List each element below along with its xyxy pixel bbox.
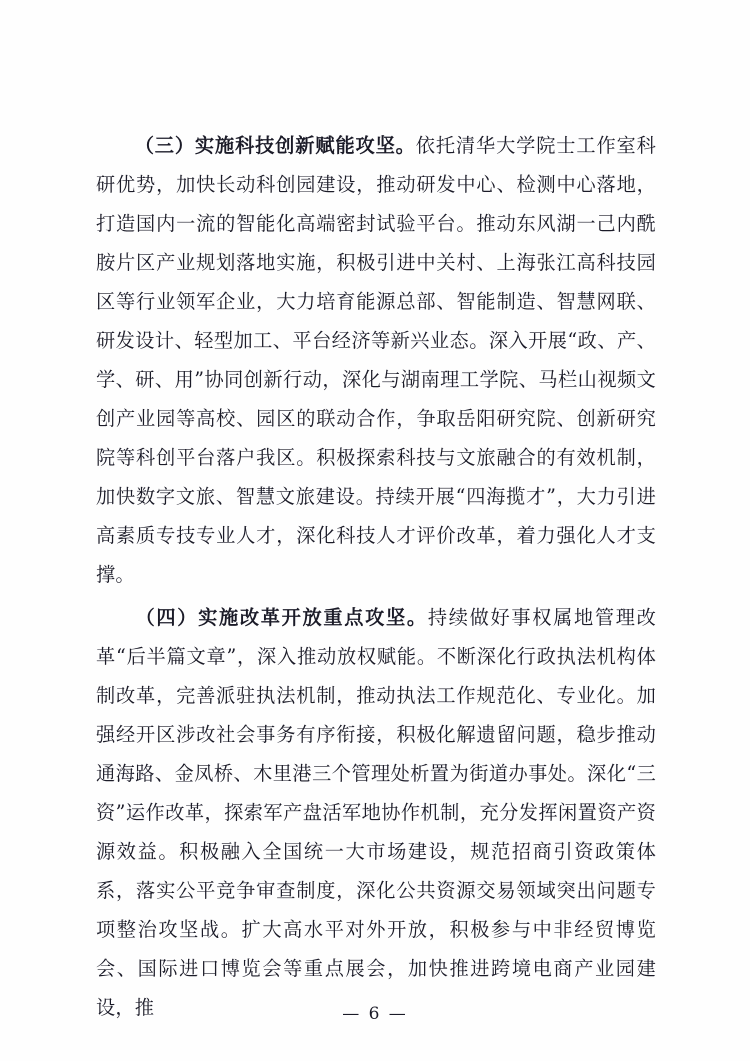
paragraph-3-lead: （三）实施科技创新赋能攻坚。 <box>134 134 416 157</box>
paragraph-3-body: 依托清华大学院士工作室科研优势，加快长动科创园建设，推动研发中心、检测中心落地，打造国内一流的智能化高端密封试验平台。推动东风湖一己内酰胺片区产业规划落地实施，积极引进中关村、上海张江高科技园区等行业领军企业，大力培育能源总部、智能制造、智慧网联、研发设计、轻型加工、平台经济等新兴业态。深入开展“政、产、学、研、用”协同创新行动，深化与湖南理工学院、马栏山视频文创产业园等高校、园区的联动合作，争取岳阳研究院、创新研究院等科创平台落户我区。积极探索科技与文旅融合的有效机制，加快数字文旅、智慧文旅建设。持续开展“四海揽才”，大力引进高素质专技专业人才，深化科技人才评价改革，着力强化人才支撑。 <box>96 134 656 586</box>
paragraph-3 <box>96 126 656 594</box>
page-number: — 6 — <box>342 1004 408 1024</box>
paragraph-4 <box>96 598 656 1027</box>
document-body <box>96 126 656 1031</box>
paragraph-4-lead: （四）实施改革开放重点攻坚。 <box>134 606 428 629</box>
paragraph-4-body: 持续做好事权属地管理改革“后半篇文章”，深入推动放权赋能。不断深化行政执法机构体制改革，完善派驻执法机制，推动执法工作规范化、专业化。加强经开区涉改社会事务有序衔接，积极化解遗留问题，稳步推动通海路、金凤桥、木里港三个管理处析置为街道办事处。深化“三资”运作改革，探索军产盘活军地协作机制，充分发挥闲置资产资源效益。积极融入全国统一大市场建设，规范招商引资政策体系，落实公平竞争审查制度，深化公共资源交易领域突出问题专项整治攻坚战。扩大高水平对外开放，积极参与中非经贸博览会、国际进口博览会等重点展会，加快推进跨境电商产业园建设，推 <box>96 606 656 1019</box>
